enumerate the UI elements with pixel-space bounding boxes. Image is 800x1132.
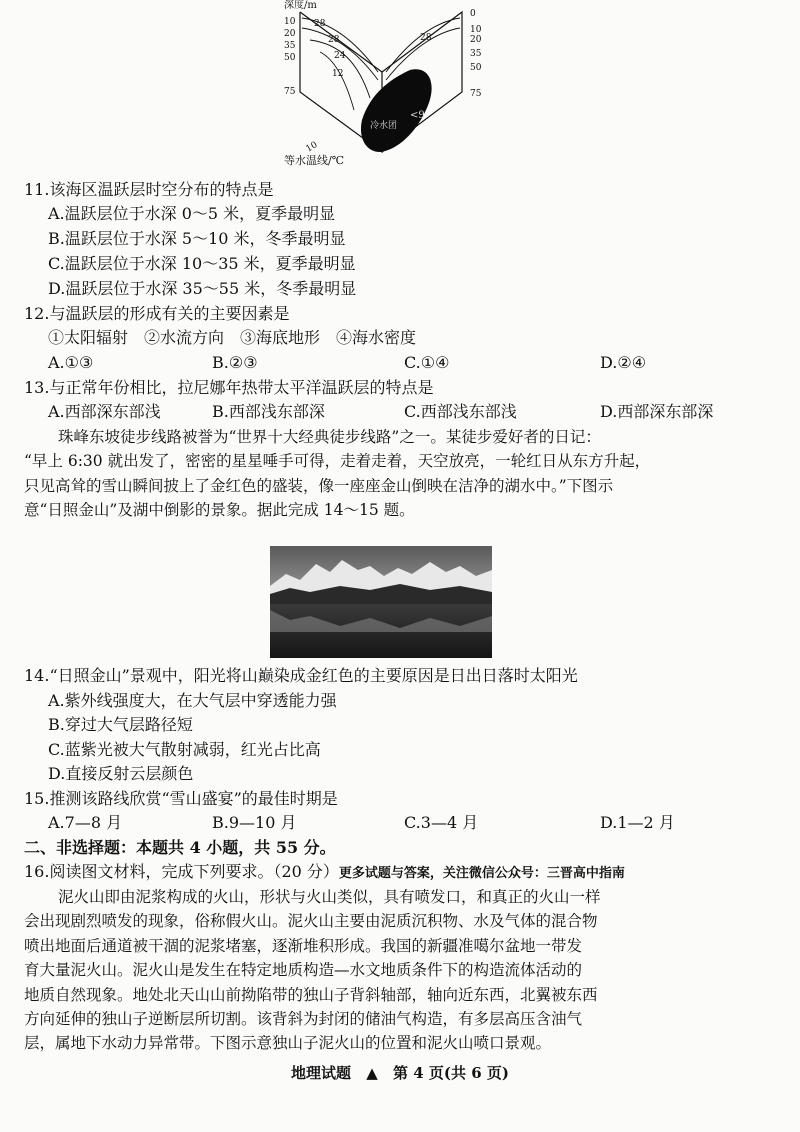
depth-tick: 50 (470, 63, 482, 73)
q14-option-d[interactable]: D.直接反射云层颜色 (48, 764, 194, 783)
isotherm-label: 12 (332, 69, 344, 79)
depth-tick: 50 (284, 53, 296, 63)
figure-caption: 等水温线/℃ (284, 154, 345, 167)
q13-option-d[interactable]: D.西部深东部深 (600, 402, 714, 421)
q16-line: 泥火山即由泥浆构成的火山，形状与火山类似，具有喷发口，和真正的火山一样 (58, 888, 601, 906)
passage-line: 珠峰东坡徒步线路被誉为“世界十大经典徒步线路”之一。某徒步爱好者的日记： (58, 428, 601, 446)
q12-option-c[interactable]: C.①④ (404, 353, 450, 372)
depth-tick: 35 (470, 49, 482, 59)
q13-stem: 13.与正常年份相比，拉尼娜年热带太平洋温跃层的特点是 (24, 378, 434, 397)
depth-tick: 20 (284, 29, 296, 39)
passage-line: 只见高耸的雪山瞬间披上了金红色的盛装，像一座座金山倒映在洁净的湖水中。”下图示 (24, 477, 614, 495)
q16-stem-row (24, 860, 625, 886)
q12-option-b[interactable]: B.②③ (212, 353, 258, 372)
depth-tick: 20 (470, 35, 482, 45)
triangle-icon: ▲ (366, 1064, 378, 1082)
region-label: 冷水团 (370, 121, 398, 131)
q14-option-b[interactable]: B.穿过大气层路径短 (48, 715, 193, 734)
isotherm-figure (270, 0, 510, 170)
q12-stem: 12.与温跃层的形成有关的主要因素是 (24, 304, 290, 323)
footer-subject: 地理试题 (291, 1064, 352, 1082)
page-footer (0, 1062, 800, 1083)
q12-option-d[interactable]: D.②④ (600, 353, 647, 372)
passage-line: “早上 6:30 就出发了，密密的星星唾手可得，走着走着，天空放亮，一轮红日从东方升起， (24, 452, 651, 470)
depth-tick: 35 (284, 41, 296, 51)
q16-line: 方向延伸的独山子逆断层所切割。该背斜为封闭的储油气构造，有多层高压含油气 (24, 1010, 583, 1028)
q11-option-d[interactable]: D.温跃层位于水深 35～55 米，冬季最明显 (48, 279, 357, 298)
isotherm-label: 28 (328, 35, 340, 45)
depth-tick: 75 (284, 87, 296, 97)
isotherm-label: 28 (420, 33, 432, 43)
depth-label: 深度/m (284, 0, 317, 11)
q12-option-a[interactable]: A.①③ (48, 353, 94, 372)
isotherm-label: 24 (334, 51, 346, 61)
q16-line: 育大量泥火山。泥火山是发生在特定地质构造—水文地质条件下的构造流体活动的 (24, 961, 583, 979)
q13-option-a[interactable]: A.西部深东部浅 (48, 402, 161, 421)
footer-page-number: 第 4 页(共 6 页) (393, 1064, 509, 1082)
q14-option-a[interactable]: A.紫外线强度大，在大气层中穿透能力强 (48, 691, 337, 710)
q11-option-b[interactable]: B.温跃层位于水深 5～10 米，冬季最明显 (48, 229, 346, 248)
q11-option-c[interactable]: C.温跃层位于水深 10～35 米，夏季最明显 (48, 254, 356, 273)
q12-factors: ①太阳辐射 ②水流方向 ③海底地形 ④海水密度 (48, 328, 417, 347)
q13-option-b[interactable]: B.西部浅东部深 (212, 402, 325, 421)
depth-tick: 75 (470, 89, 482, 99)
angle-label: 10 (304, 140, 320, 155)
q14-option-c[interactable]: C.蓝紫光被大气散射减弱，红光占比高 (48, 740, 321, 759)
q16-line: 层，属地下水动力异常带。下图示意独山子泥火山的位置和泥火山喷口景观。 (24, 1034, 552, 1052)
section-heading: 二、非选择题：本题共 4 小题，共 55 分。 (24, 838, 336, 857)
passage-line: 意“日照金山”及湖中倒影的景象。据此完成 14～15 题。 (24, 501, 415, 519)
q11-option-a[interactable]: A.温跃层位于水深 0～5 米，夏季最明显 (48, 204, 336, 223)
q13-option-c[interactable]: C.西部浅东部浅 (404, 402, 517, 421)
q15-option-b[interactable]: B.9—10 月 (212, 813, 297, 832)
golden-mountain-photo (270, 546, 492, 658)
q16-line: 地质自然现象。地处北天山山前拗陷带的独山子背斜轴部，轴向近东西，北翼被东西 (24, 986, 598, 1004)
q15-option-d[interactable]: D.1—2 月 (600, 813, 675, 832)
isotherm-label: 28 (314, 19, 326, 29)
q15-stem: 15.推测该路线欣赏“雪山盛宴”的最佳时期是 (24, 789, 338, 808)
q16-note: 更多试题与答案，关注微信公众号：三晋高中指南 (338, 866, 625, 881)
depth-tick: 10 (470, 25, 482, 35)
depth-tick: 0 (470, 9, 476, 19)
isotherm-curve (386, 18, 460, 72)
q16-line: 会出现剧烈喷发的现象，俗称假火山。泥火山主要由泥质沉积物、水及气体的混合物 (24, 912, 598, 930)
q15-option-a[interactable]: A.7—8 月 (48, 813, 123, 832)
q14-stem: 14.“日照金山”景观中，阳光将山巅染成金红色的主要原因是日出日落时太阳光 (24, 666, 578, 685)
isotherm-label: <9 (410, 110, 425, 121)
q15-option-c[interactable]: C.3—4 月 (404, 813, 479, 832)
q16-stem: 16.阅读图文材料，完成下列要求。（20 分） (24, 862, 339, 881)
q11-stem: 11.该海区温跃层时空分布的特点是 (24, 180, 274, 199)
depth-tick: 10 (284, 17, 296, 27)
q16-line: 喷出地面后通道被干涸的泥浆堵塞，逐渐堆积形成。我国的新疆准噶尔盆地一带发 (24, 937, 583, 955)
